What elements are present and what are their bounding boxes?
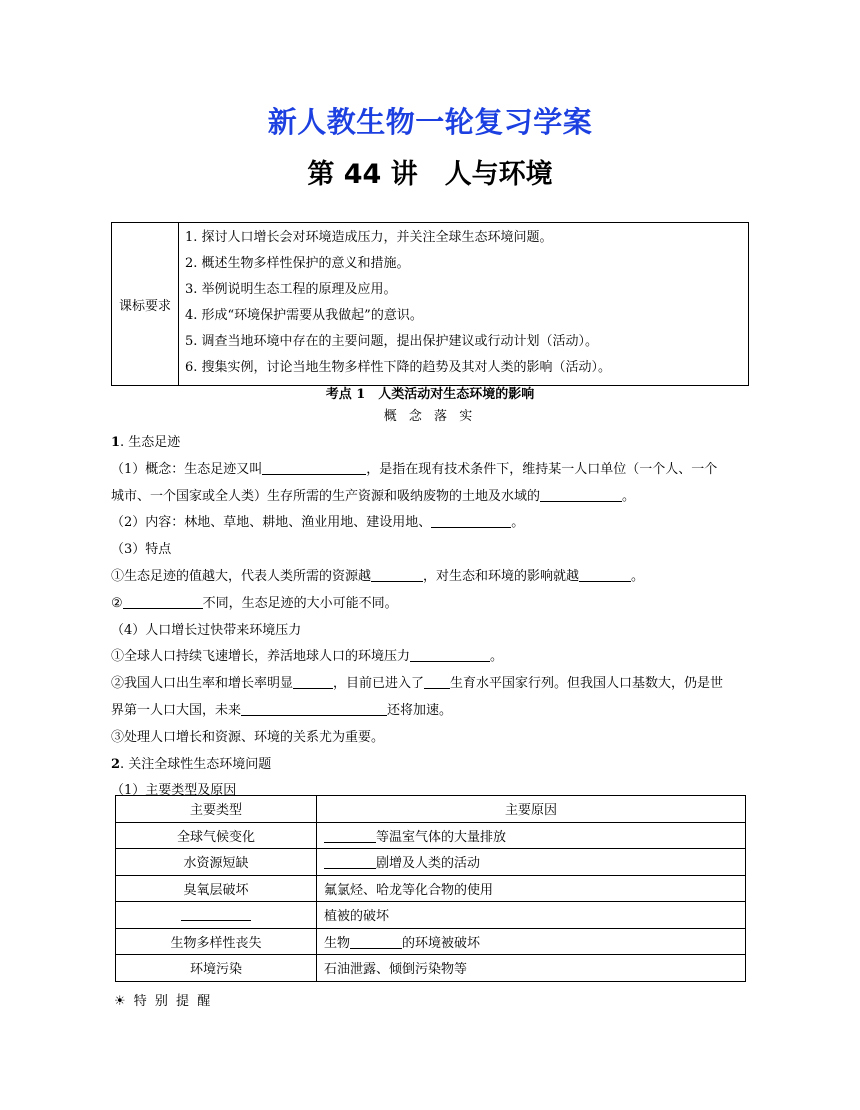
table-row: [116, 849, 746, 876]
types-title: （1）主要类型及原因: [111, 783, 237, 799]
header-cause: 主要原因: [317, 796, 746, 823]
main-title: 新人教生物一轮复习学案: [267, 105, 593, 139]
type-cell: 环境污染: [116, 955, 317, 982]
heading-ecological-footprint: 1. 生态足迹: [111, 435, 181, 450]
fill-blank[interactable]: [241, 701, 387, 716]
content-line: （2）内容：林地、草地、耕地、渔业用地、建设用地、 。: [111, 515, 525, 531]
cause-cell: 石油泄露、倾倒污染物等: [317, 955, 746, 982]
curriculum-requirements-table: [111, 222, 749, 386]
fill-blank[interactable]: [540, 487, 622, 502]
cause-cell: 植被的破坏: [317, 902, 746, 929]
table-row: [116, 822, 746, 849]
concept-line: （1）概念：生态足迹又叫 ，是指在现有技术条件下，维持某一人口单位（一个人、一个: [111, 461, 718, 477]
cause-cell: 剧增及人类的活动: [317, 849, 746, 876]
fill-blank[interactable]: [371, 567, 423, 582]
fill-blank[interactable]: [262, 460, 366, 475]
population-title: （4）人口增长过快带来环境压力: [111, 622, 302, 638]
table-header-row: [116, 796, 746, 823]
lecture-title: 第 44 讲 人与环境: [307, 159, 553, 190]
type-cell: 全球气候变化: [116, 822, 317, 849]
fill-blank[interactable]: [123, 594, 203, 609]
feature-title: （3）特点: [111, 542, 172, 558]
table-row: [116, 928, 746, 955]
table-row: [116, 875, 746, 902]
fill-blank[interactable]: [424, 674, 450, 689]
population-2-cont: 界第一人口大国，未来 还将加速。: [111, 702, 453, 718]
cause-cell: 生物 的环境被破坏: [317, 928, 746, 955]
table-row: [116, 955, 746, 982]
requirements-list: [179, 223, 749, 386]
population-3: ③处理人口增长和资源、环境的关系尤为重要。: [111, 729, 385, 745]
table-row: [116, 902, 746, 929]
heading-global-issues: 2. 关注全球性生态环境问题: [111, 756, 272, 772]
fill-blank[interactable]: [324, 854, 376, 869]
requirement-item: 5. 调查当地环境中存在的主要问题，提出保护建议或行动计划（活动）。: [185, 334, 599, 349]
population-1: ①全球人口持续飞速增长，养活地球人口的环境压力 。: [111, 649, 504, 665]
sun-icon: ☀: [114, 994, 128, 1009]
section-subtitle: 概 念 落 实: [383, 409, 477, 424]
section-title: 考点 1 人类活动对生态环境的影响: [325, 387, 535, 402]
type-cell: 水资源短缺: [116, 849, 317, 876]
special-reminder: ☀ 特 别 提 醒: [114, 994, 213, 1009]
requirement-item: 2. 概述生物多样性保护的意义和措施。: [185, 256, 410, 271]
population-2: ②我国人口出生率和增长率明显 ，目前已进入了 生育水平国家行列。但我国人口基数大，仍是世: [111, 676, 724, 692]
fill-blank[interactable]: [181, 906, 251, 921]
feature-2: ② 不同，生态足迹的大小可能不同。: [111, 595, 398, 611]
fill-blank[interactable]: [324, 828, 376, 843]
requirement-item: 3. 举例说明生态工程的原理及应用。: [185, 282, 397, 297]
content-body: [111, 430, 751, 805]
requirements-label: 课标要求: [112, 223, 179, 386]
fill-blank[interactable]: [579, 567, 631, 582]
requirement-item: 6. 搜集实例，讨论当地生物多样性下降的趋势及其对人类的影响（活动）。: [185, 360, 612, 375]
cause-cell: 等温室气体的大量排放: [317, 822, 746, 849]
fill-blank[interactable]: [410, 647, 490, 662]
issue-cause-table: [115, 795, 746, 982]
header-type: 主要类型: [116, 796, 317, 823]
requirement-item: 1. 探讨人口增长会对环境造成压力，并关注全球生态环境问题。: [185, 230, 553, 245]
concept-line-cont: 城市、一个国家或全人类）生存所需的生产资源和吸纳废物的土地及水域的 。: [111, 488, 636, 504]
fill-blank[interactable]: [293, 674, 333, 689]
type-cell: [116, 902, 317, 929]
fill-blank[interactable]: [431, 513, 511, 528]
requirement-item: 4. 形成“环境保护需要从我做起”的意识。: [185, 308, 423, 323]
feature-1: ①生态足迹的值越大，代表人类所需的资源越 ，对生态和环境的影响就越 。: [111, 568, 645, 584]
type-cell: 臭氧层破坏: [116, 875, 317, 902]
cause-cell: 氟氯烃、哈龙等化合物的使用: [317, 875, 746, 902]
type-cell: 生物多样性丧失: [116, 928, 317, 955]
fill-blank[interactable]: [350, 934, 402, 949]
